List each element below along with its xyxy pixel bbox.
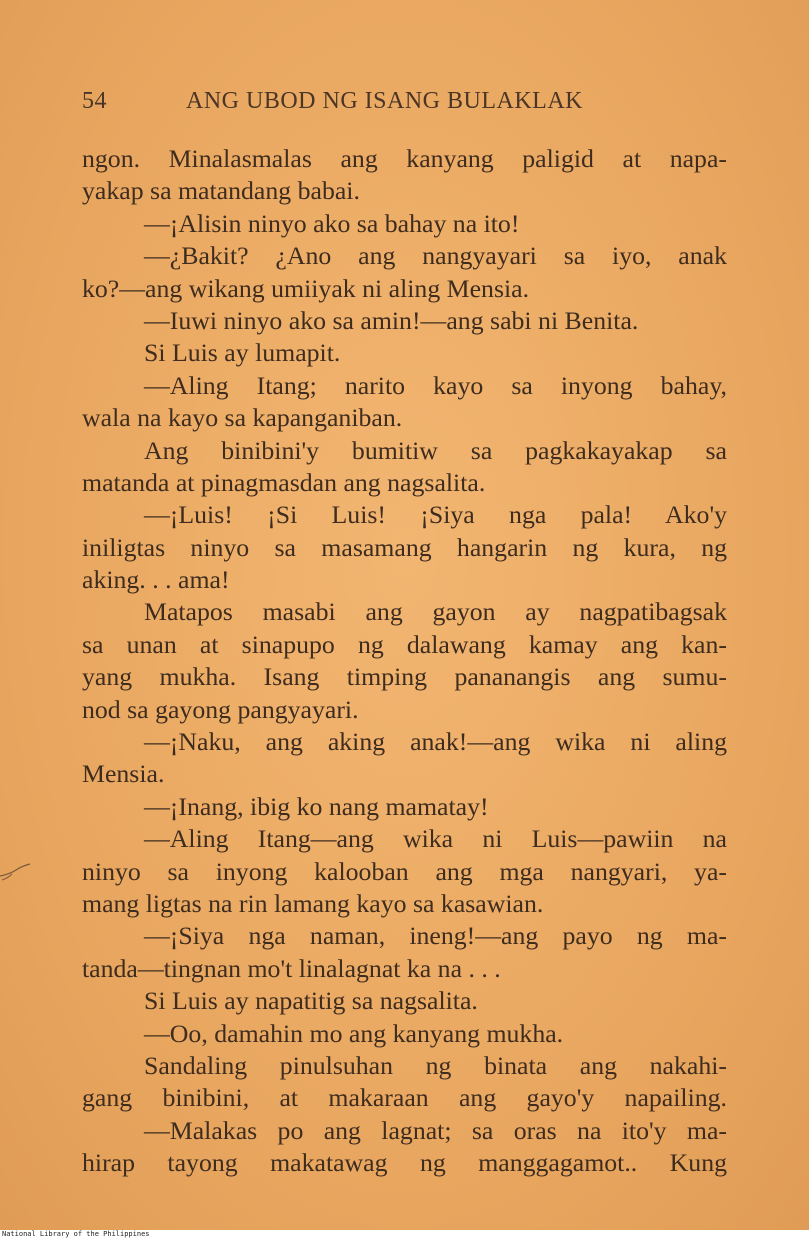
text-line: ko?—ang wikang umiiyak ni aling Mensia. [82, 273, 530, 303]
text-line: hirap tayong makatawag ng manggagamot.. Kung [82, 1148, 727, 1178]
text-line: —¡Naku, ang aking anak!—ang wika ni aling [144, 727, 727, 757]
text-line: Si Luis ay lumapit. [144, 338, 341, 368]
text-line: —¡Alisin ninyo ako sa bahay na ito! [144, 208, 520, 238]
page-number: 54 [82, 88, 107, 114]
text-line: —¡Luis! ¡Si Luis! ¡Siya nga pala! Ako'y [144, 500, 727, 530]
text-line: —¡Inang, ibig ko nang mamatay! [144, 791, 489, 821]
text-line: ngon. Minalasmalas ang kanyang paligid at napa- [82, 144, 727, 173]
text-line: aking. . . ama! [82, 565, 230, 595]
text-line: —¡Siya nga naman, ineng!—ang payo ng ma- [144, 921, 727, 951]
text-line: Mensia. [82, 759, 165, 789]
text-line: tanda—tingnan mo't linalagnat ka na . . . [82, 953, 501, 983]
text-line: yakap sa matandang babai. [82, 176, 360, 206]
text-line: —¿Bakit? ¿Ano ang nangyayari sa iyo, anak [144, 241, 727, 271]
text-line: sa unan at sinapupo ng dalawang kamay ang kan- [82, 629, 727, 659]
running-title: ANG UBOD NG ISANG BULAKLAK [186, 88, 583, 114]
page-header [82, 88, 702, 124]
text-line: nod sa gayong pangyayari. [82, 694, 359, 724]
text-line: —Aling Itang; narito kayo sa inyong bahay, [144, 370, 727, 400]
text-line: mang ligtas na rin lamang kayo sa kasawian. [82, 888, 544, 918]
text-line: matanda at pinagmasdan ang nagsalita. [82, 467, 486, 497]
text-line: Matapos masabi ang gayon ay nagpatibagsak [144, 597, 727, 627]
text-line: —Aling Itang—ang wika ni Luis—pawiin na [144, 824, 727, 854]
text-line: ninyo sa inyong kalooban ang mga nangyari, ya- [82, 856, 727, 886]
footer-credit: National Library of the Philippines [2, 1230, 150, 1238]
text-line: Ang binibini'y bumitiw sa pagkakayakap sa [144, 435, 727, 465]
text-line: yang mukha. Isang timping pananangis ang sumu- [82, 662, 727, 692]
text-line: iniligtas ninyo sa masamang hangarin ng kura, ng [82, 532, 727, 562]
text-line: wala na kayo sa kapanganiban. [82, 403, 403, 433]
text-line: Sandaling pinulsuhan ng binata ang nakahi- [144, 1050, 727, 1080]
text-line: Si Luis ay napatitig sa nagsalita. [144, 986, 478, 1016]
text-line: —Iuwi ninyo ako sa amin!—ang sabi ni Benita. [144, 305, 639, 335]
text-line: —Malakas po ang lagnat; sa oras na ito'y ma- [144, 1115, 727, 1145]
margin-mark-icon [0, 862, 32, 884]
text-line: —Oo, damahin mo ang kanyang mukha. [144, 1018, 564, 1048]
body-text [82, 143, 727, 1180]
text-line: gang binibini, at makaraan ang gayo'y napailing. [82, 1083, 727, 1113]
